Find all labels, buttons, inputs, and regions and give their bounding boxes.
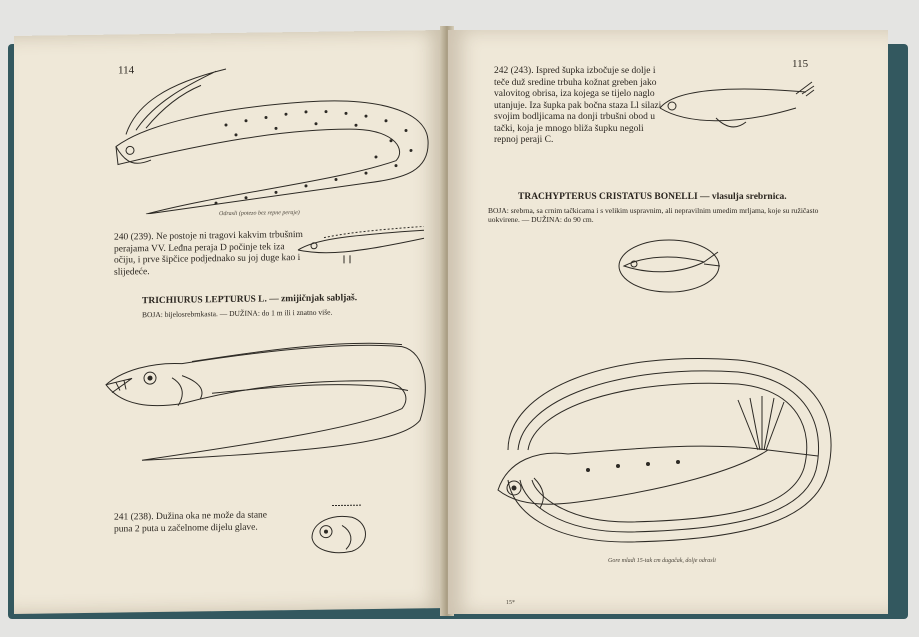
small-fish-head-sketch <box>294 226 434 270</box>
species-desc-trichiurus: BOJA: bijelosrebrnkasta. — DUŽINA: do 1 m ili i znatno više. <box>142 307 333 320</box>
fish-head-small-illustration <box>302 501 374 558</box>
trachypterus-juvenile-illustration <box>614 236 724 296</box>
fish-larva-sketch <box>656 78 816 138</box>
ribbonfish-adult-illustration <box>106 60 436 218</box>
species-desc-trachypterus: BOJA: srebrna, sa crnim tačkicama i s velikim uspravnim, ali nepravilnim umedim mrljama, koje su ružičasto uokvirene. — DUŽINA: do 90 cm. <box>488 206 819 224</box>
paragraph-241: 241 (238). Dužina oka ne može da stane puna 2 puta u začelnome dijelu glave. <box>114 510 268 535</box>
trachypterus-adult-illustration <box>488 330 848 560</box>
figure-caption-adult: Odrasli (potezo bez repne peraje) <box>219 210 300 218</box>
species-title-trachypterus: TRACHYPTERUS CRISTATUS BONELLI — vlasulja srebrnica. <box>518 192 787 202</box>
right-page <box>448 30 888 614</box>
trichiurus-illustration <box>102 330 432 475</box>
page-number-left: 114 <box>118 64 135 77</box>
left-page <box>14 30 446 614</box>
species-title-trichiurus: TRICHIURUS LEPTURUS L. — zmijičnjak sabljaš. <box>142 293 358 307</box>
page-number-right: 115 <box>792 58 809 70</box>
footer-signature: 15* <box>506 600 515 606</box>
paragraph-240: 240 (239). Ne postoje ni tragovi kakvim trbušnim perajama VV. Leđna peraja D počinje tek iza očiju, i prve šipčice podjednako su joj duge kao i slijedeće. <box>114 229 303 278</box>
figure-caption-trachypterus: Gore mladi 15-tak cm dugačak, dolje odrasli <box>608 558 716 564</box>
paragraph-242: 242 (243). Ispred šupka izbočuje se dolje i teče duž sredine trbuha kožnat greben jako valovitog obrisa, iza kojega se tijelo naglo utanjuje. Iza šupka pak bočna staza Ll silazi svojim bodljicama na donji trbušni obod u tački, koja je mnogo bliža šupku negoli repnoj peraji C. <box>494 66 662 145</box>
